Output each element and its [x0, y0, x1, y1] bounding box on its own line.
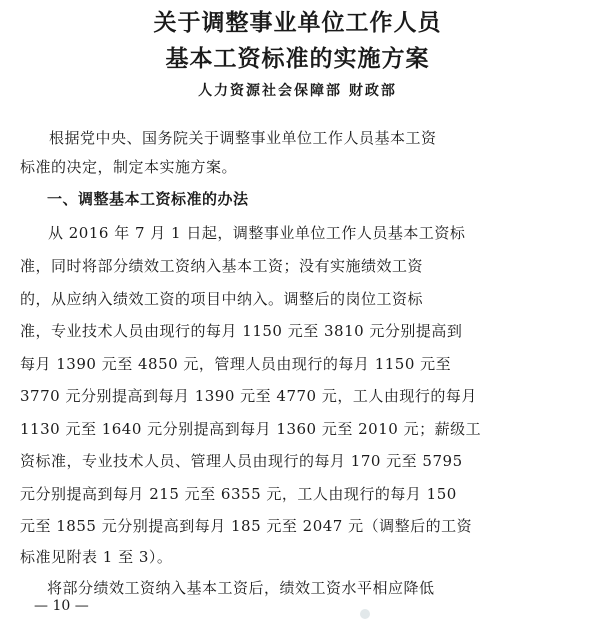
para1-line-3: 的，从应纳入绩效工资的项目中纳入。调整后的岗位工资标 [20, 290, 424, 308]
para1-line-4: 准，专业技术人员由现行的每月 1150 元至 3810 元分别提高到 [20, 322, 463, 340]
page-number: — 10 — [34, 598, 89, 614]
para1-line-9: 元分别提高到每月 215 元至 6355 元，工人由现行的每月 150 [20, 485, 457, 503]
intro-line-1: 根据党中央、国务院关于调整事业单位工作人员基本工资 [49, 129, 437, 147]
para1-line-11: 标准见附表 1 至 3）。 [20, 548, 173, 566]
watermark-logo [360, 606, 595, 621]
para1-line-2: 准，同时将部分绩效工资纳入基本工资；没有实施绩效工资 [20, 257, 424, 275]
section-1-heading: 一、调整基本工资标准的办法 [47, 190, 249, 208]
para1-line-1: 从 2016 年 7 月 1 日起，调整事业单位工作人员基本工资标 [48, 224, 466, 242]
issuing-authorities: 人力资源社会保障部 财政部 [198, 83, 397, 99]
para1-line-10: 元至 1855 元分别提高到每月 185 元至 2047 元（调整后的工资 [20, 517, 473, 535]
para2-line-1: 将部分绩效工资纳入基本工资后，绩效工资水平相应降低 [47, 579, 435, 597]
document-title-line-1: 关于调整事业单位工作人员 [153, 9, 442, 36]
document-title-line-2: 基本工资标准的实施方案 [165, 45, 430, 72]
para1-line-6: 3770 元分别提高到每月 1390 元至 4770 元，工人由现行的每月 [20, 387, 477, 405]
para1-line-5: 每月 1390 元至 4850 元，管理人员由现行的每月 1150 元至 [20, 355, 452, 373]
intro-line-2: 标准的决定，制定本实施方案。 [20, 158, 238, 176]
para1-line-8: 资标准，专业技术人员、管理人员由现行的每月 170 元至 5795 [20, 452, 463, 470]
watermark-icon [360, 609, 370, 619]
para1-line-7: 1130 元至 1640 元分别提高到每月 1360 元至 2010 元；薪级工 [20, 420, 482, 438]
